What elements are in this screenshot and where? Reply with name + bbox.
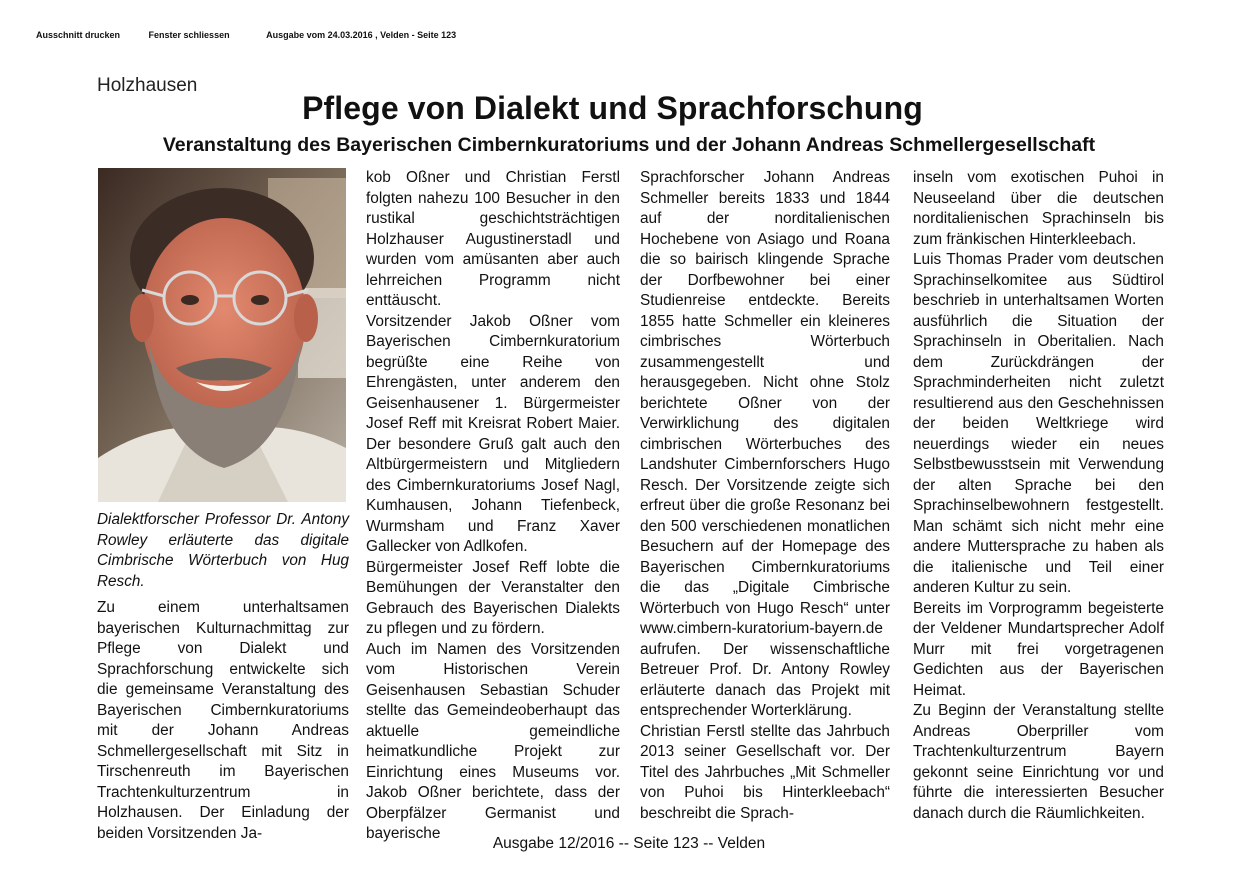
edition-info: Ausgabe vom 24.03.2016 , Velden - Seite 123 — [266, 30, 457, 40]
article-headline: Pflege von Dialekt und Sprachforschung — [302, 90, 923, 126]
paragraph: Vorsitzender Jakob Oßner vom Bayerischen Cimbernkuratorium begrüßte eine Reihe von Ehrengästen, unter anderem den Geisenhausener 1. Bürgermeister Josef Reff mit Kreisrat Robert Maier. Der besondere Gruß galt auch den Altbürgermeistern und Mitgliedern des Cimbernkuratoriums Josef Nagl, Kumhausen, Johann Tiefenbeck, Wurmsham und Franz Xaver Gallecker von Adlkofen. — [366, 312, 620, 555]
article-subheadline: Veranstaltung des Bayerischen Cimbernkuratoriums und der Johann Andreas Schmellergesellschaft — [162, 134, 1096, 156]
article-column-2 — [366, 168, 620, 842]
article-column-4 — [913, 168, 1164, 828]
portrait-illustration — [98, 168, 346, 502]
paragraph: Luis Thomas Prader vom deutschen Sprachinselkomitee aus Südtirol beschrieb in unterhaltsamen Worten ausführlich die Situation der Sprachinseln in Oberitalien. Nach dem Zurückdrängen der Sprachminderheiten nicht zuletzt resultierend aus den Geschehnissen der beiden Weltkriege wird neuerdings wieder ein neues Selbstbewusstsein mit Verwendung der alten Sprache bei den Sprachinselbewohnern festgestellt. Man schämt sich nicht mehr eine andere Muttersprache zu haben als die italienische und Teil einer anderen Kultur zu sein. — [913, 251, 1164, 596]
paragraph: Bürgermeister Josef Reff lobte die Bemühungen der Veranstalter den Gebrauch des Bayerischen Dialekts zu pflegen und zu fördern. — [366, 558, 620, 637]
paragraph: Sprachforscher Johann Andreas Schmeller bereits 1833 und 1844 auf der norditalienischen Hochebene von Asiago und Roana die so bairisch klingende Sprache der Dorfbewohner bei einer Studienreise entdeckte. Bereits 1855 hatte Schmeller ein kleineres cimbrisches Wörterbuch zusammengestellt und herausgegeben. Nicht ohne Stolz berichtete Oßner von der Verwirklichung des digitalen cimbrischen Wörterbuches des Landshuter Cimbernforschers Hugo Resch. Der Vorsitzende zeigte sich erfreut über die große Resonanz bei den 500 verschiedenen monatlichen Besuchern auf der Homepage des Bayerischen Cimbernkuratoriums die das „Digitale Cimbrische Wörterbuch von Hugo Resch“ unter www.cimbern-kuratorium-bayern.de aufrufen. Der wissenschaftliche Betreuer Prof. Dr. Antony Rowley erläuterte danach das Projekt mit entsprechender Worterklärung. — [640, 169, 890, 719]
article-column-1 — [97, 598, 349, 842]
paragraph: Bereits im Vorprogramm begeisterte der Veldener Mundartsprecher Adolf Murr mit frei vorgetragenen Gedichten aus der Bayerischen Heimat. — [913, 599, 1164, 699]
article-photo — [98, 168, 346, 502]
paragraph: Auch im Namen des Vorsitzenden vom Historischen Verein Geisenhausen Sebastian Schuder stellte das Gemeindeoberhaupt das aktuelle gemeindliche heimatkundliche Projekt zur Einrichtung eines Museums vor. Jakob Oßner berichtete, dass der Oberpfälzer Germanist und bayerische — [366, 640, 620, 842]
paragraph: Zu einem unterhaltsamen bayerischen Kulturnachmittag zur Pflege von Dialekt und Sprachforschung entwickelte sich die gemeinsame Veranstaltung des Bayerischen Cimbernkuratoriums mit der Johann Andreas Schmellergesellschaft mit Sitz in Tirschenreuth im Bayerischen Trachtenkulturzentrum in Holzhausen. Der Einladung der beiden Vorsitzenden Ja- — [97, 599, 349, 842]
paragraph: Zu Beginn der Veranstaltung stellte Andreas Oberpriller vom Trachtenkulturzentrum Bayern gekonnt seine Einrichtung vor und führte die interessierten Besucher danach durch die Räumlichkeiten. — [913, 702, 1164, 822]
photo-caption: Dialektforscher Professor Dr. Antony Rowley erläuterte das digitale Cimbrische Wörterbuch von Hug Resch. — [97, 511, 349, 590]
paragraph: Christian Ferstl stellte das Jahrbuch 2013 seiner Gesellschaft vor. Der Titel des Jahrbuches „Mit Schmeller von Puhoi bis Hinterkleebach“ beschreibt die Sprach- — [640, 722, 890, 822]
article-kicker: Holzhausen — [97, 75, 198, 96]
page-footer: Ausgabe 12/2016 -- Seite 123 -- Velden — [492, 835, 766, 852]
close-window-link[interactable]: Fenster schliessen — [148, 30, 230, 40]
paragraph: kob Oßner und Christian Ferstl folgten nahezu 100 Besucher in den rustikal geschichtsträchtigen Holzhauser Augustinerstadl und wurden vom amüsanten aber auch lehrreichen Programm nicht enttäuscht. — [366, 169, 620, 309]
print-clipping-link[interactable]: Ausschnitt drucken — [36, 30, 121, 40]
top-toolbar — [36, 30, 1180, 42]
article-column-3 — [640, 168, 890, 828]
paragraph: inseln vom exotischen Puhoi in Neuseeland über die deutschen norditalienischen Sprachinseln bis zum fränkischen Hinterkleebach. — [913, 169, 1164, 248]
